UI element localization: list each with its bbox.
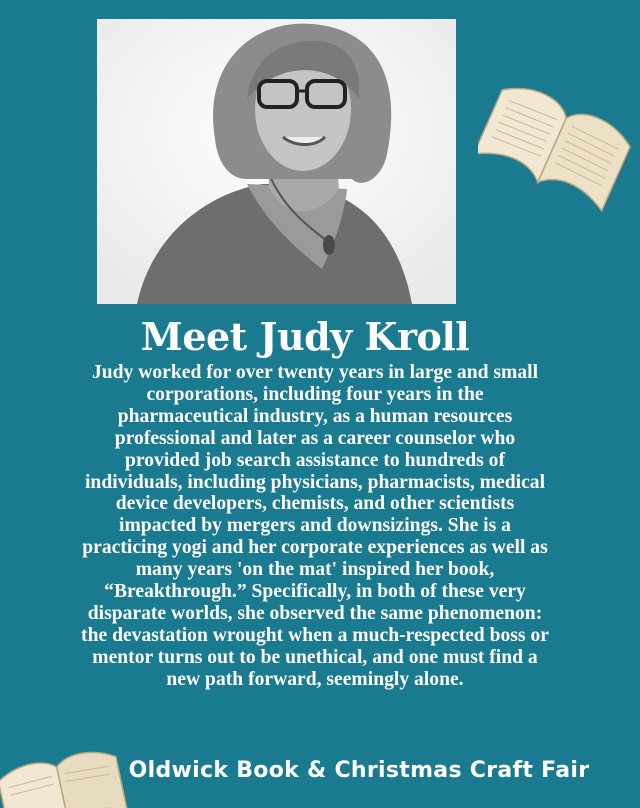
author-portrait-illustration bbox=[97, 19, 456, 304]
author-photo bbox=[97, 19, 456, 304]
page-title: Meet Judy Kroll bbox=[140, 314, 470, 359]
open-book-icon bbox=[478, 62, 640, 212]
event-name: Oldwick Book & Christmas Craft Fair bbox=[128, 758, 590, 783]
author-bio: Judy worked for over twenty years in large and small corporations, including four years in the pharmaceutical industry, as a human resources professional and later as a career counselor who provided job search assistance to hundreds of individuals, including physicians, pharmacists, medical device developers, chemists, and other scientists impacted by mergers and downsizings. She is a practicing yogi and her corporate experiences as well as many years 'on the mat' inspired her book, “Breakthrough.” Specifically, in both of these very disparate worlds, she observed the same phenomenon: the devastation wrought when a much-respected boss or mentor turns out to be unethical, and one must find a new path forward, seemingly alone. bbox=[81, 362, 549, 690]
